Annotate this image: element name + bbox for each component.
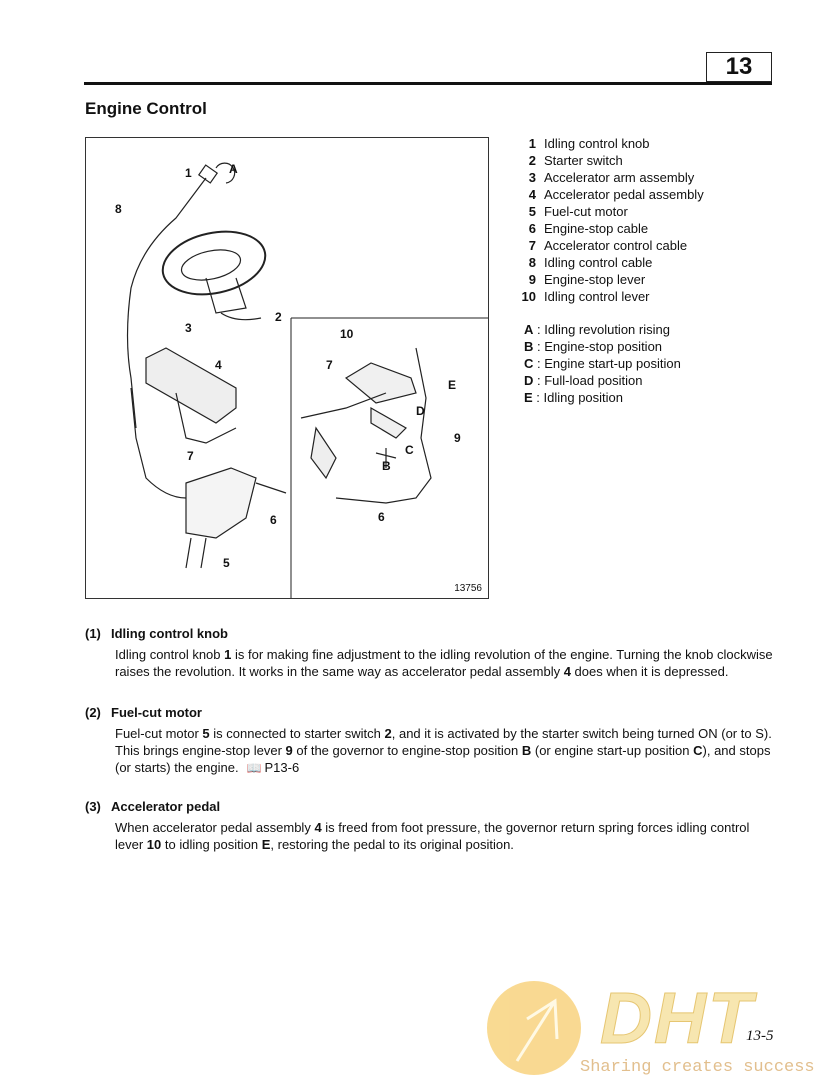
callout-D: D xyxy=(416,404,425,418)
section-accelerator-pedal xyxy=(85,798,775,853)
section-number: (3) xyxy=(85,799,101,814)
callout-3: 3 xyxy=(185,321,192,335)
legend-label: Idling control knob xyxy=(544,136,650,151)
legend-label: Idling control lever xyxy=(544,289,650,304)
engine-control-diagram xyxy=(85,137,489,599)
legend-item xyxy=(516,220,704,237)
legend-number: 3 xyxy=(528,170,536,185)
legend-number: 9 xyxy=(528,272,536,287)
section-title: Idling control knob xyxy=(111,626,228,641)
position-key: B xyxy=(524,339,534,354)
legend-number: 5 xyxy=(528,204,536,219)
position-item xyxy=(524,355,704,372)
legend-item xyxy=(516,271,704,288)
page-title: Engine Control xyxy=(85,99,207,118)
legend-label: Engine-stop cable xyxy=(544,221,649,236)
callout-E: E xyxy=(448,378,457,392)
legend-label: Accelerator arm assembly xyxy=(544,170,695,185)
section-fuel-cut-motor xyxy=(85,704,775,777)
legend-label: Fuel-cut motor xyxy=(544,204,628,219)
section-title: Fuel-cut motor xyxy=(111,705,202,720)
position-item xyxy=(524,338,704,355)
section-body: Fuel-cut motor 5 is connected to starter switch 2, and it is activated by the starter switch being turned ON (or to S). This brings engine-stop lever 9 of the governor to engine-stop position B (or engine start-up position C), and stops (or starts) the engine. 📖 P13-6 xyxy=(115,726,772,775)
position-label: : Engine-stop position xyxy=(533,339,663,354)
section-heading xyxy=(85,625,775,642)
callout-9: 9 xyxy=(454,431,461,445)
legend-number: 2 xyxy=(528,153,536,168)
callout-6: 6 xyxy=(270,513,277,527)
callout-5: 5 xyxy=(223,556,230,570)
legend-item xyxy=(516,186,704,203)
callout-C: C xyxy=(405,443,414,457)
position-label: : Engine start-up position xyxy=(533,356,681,371)
position-item xyxy=(524,389,704,406)
legend-item xyxy=(516,152,704,169)
position-label: : Idling position xyxy=(532,390,624,405)
legend-item xyxy=(516,254,704,271)
callout-1: 1 xyxy=(185,166,192,180)
watermark-tagline: Sharing creates success xyxy=(580,1058,815,1077)
position-label: : Idling revolution rising xyxy=(533,322,670,337)
section-title: Accelerator pedal xyxy=(111,799,221,814)
section-body: When accelerator pedal assembly 4 is freed from foot pressure, the governor return spring forces idling control lever 10 to idling position E, restoring the pedal to its original position. xyxy=(115,820,750,852)
position-item xyxy=(524,372,704,389)
legend-number: 8 xyxy=(528,255,536,270)
callout-B: B xyxy=(382,459,391,473)
callout-4: 4 xyxy=(215,358,222,372)
legend-label: Engine-stop lever xyxy=(544,272,646,287)
callout-10: 10 xyxy=(340,327,354,341)
legend-item xyxy=(516,237,704,254)
page-number: 13-5 xyxy=(746,1028,774,1044)
legend-label: Starter switch xyxy=(544,153,623,168)
legend-item xyxy=(516,169,704,186)
section-heading xyxy=(85,704,775,721)
callout-7-inset: 7 xyxy=(326,358,333,372)
callout-7: 7 xyxy=(187,449,194,463)
header-rule xyxy=(84,82,772,85)
position-key: E xyxy=(524,390,533,405)
callout-2: 2 xyxy=(275,310,282,324)
chapter-number: 13 xyxy=(706,52,772,82)
position-key: A xyxy=(524,322,534,337)
watermark-arrow-logo xyxy=(487,981,581,1075)
legend-label: Idling control cable xyxy=(544,255,653,270)
callout-6-inset: 6 xyxy=(378,510,385,524)
position-item xyxy=(524,321,704,338)
section-heading xyxy=(85,798,775,815)
legend-label: Accelerator pedal assembly xyxy=(544,187,704,202)
legend-number: 10 xyxy=(521,289,536,304)
callout-8: 8 xyxy=(115,202,122,216)
position-key: D xyxy=(524,373,534,388)
position-label: : Full-load position xyxy=(533,373,643,388)
section-body: Idling control knob 1 is for making fine adjustment to the idling revolution of the engine. Turning the knob clockwise raises the revolution. It works in the same way as accelerator pedal assembly 4 does when it is depressed. xyxy=(115,647,773,679)
legend-item xyxy=(516,135,704,152)
position-key: C xyxy=(524,356,534,371)
watermark-logo-text: DHT xyxy=(600,979,754,1059)
figure-number: 13756 xyxy=(454,583,482,594)
legend-number: 1 xyxy=(528,136,536,151)
position-legend xyxy=(524,321,704,406)
callout-A: A xyxy=(229,162,238,176)
parts-legend xyxy=(516,135,704,406)
legend-number: 4 xyxy=(528,187,536,202)
legend-item xyxy=(516,203,704,220)
book-reference-icon: 📖 xyxy=(246,761,262,775)
legend-number: 7 xyxy=(528,238,536,253)
page-reference-link[interactable]: P13-6 xyxy=(264,760,300,775)
section-number: (2) xyxy=(85,705,101,720)
legend-number: 6 xyxy=(528,221,536,236)
section-number: (1) xyxy=(85,626,101,641)
legend-item xyxy=(516,288,704,305)
diagram-illustration xyxy=(86,138,488,598)
legend-label: Accelerator control cable xyxy=(544,238,688,253)
arrow-icon xyxy=(487,981,581,1075)
section-idling-control-knob xyxy=(85,625,775,680)
